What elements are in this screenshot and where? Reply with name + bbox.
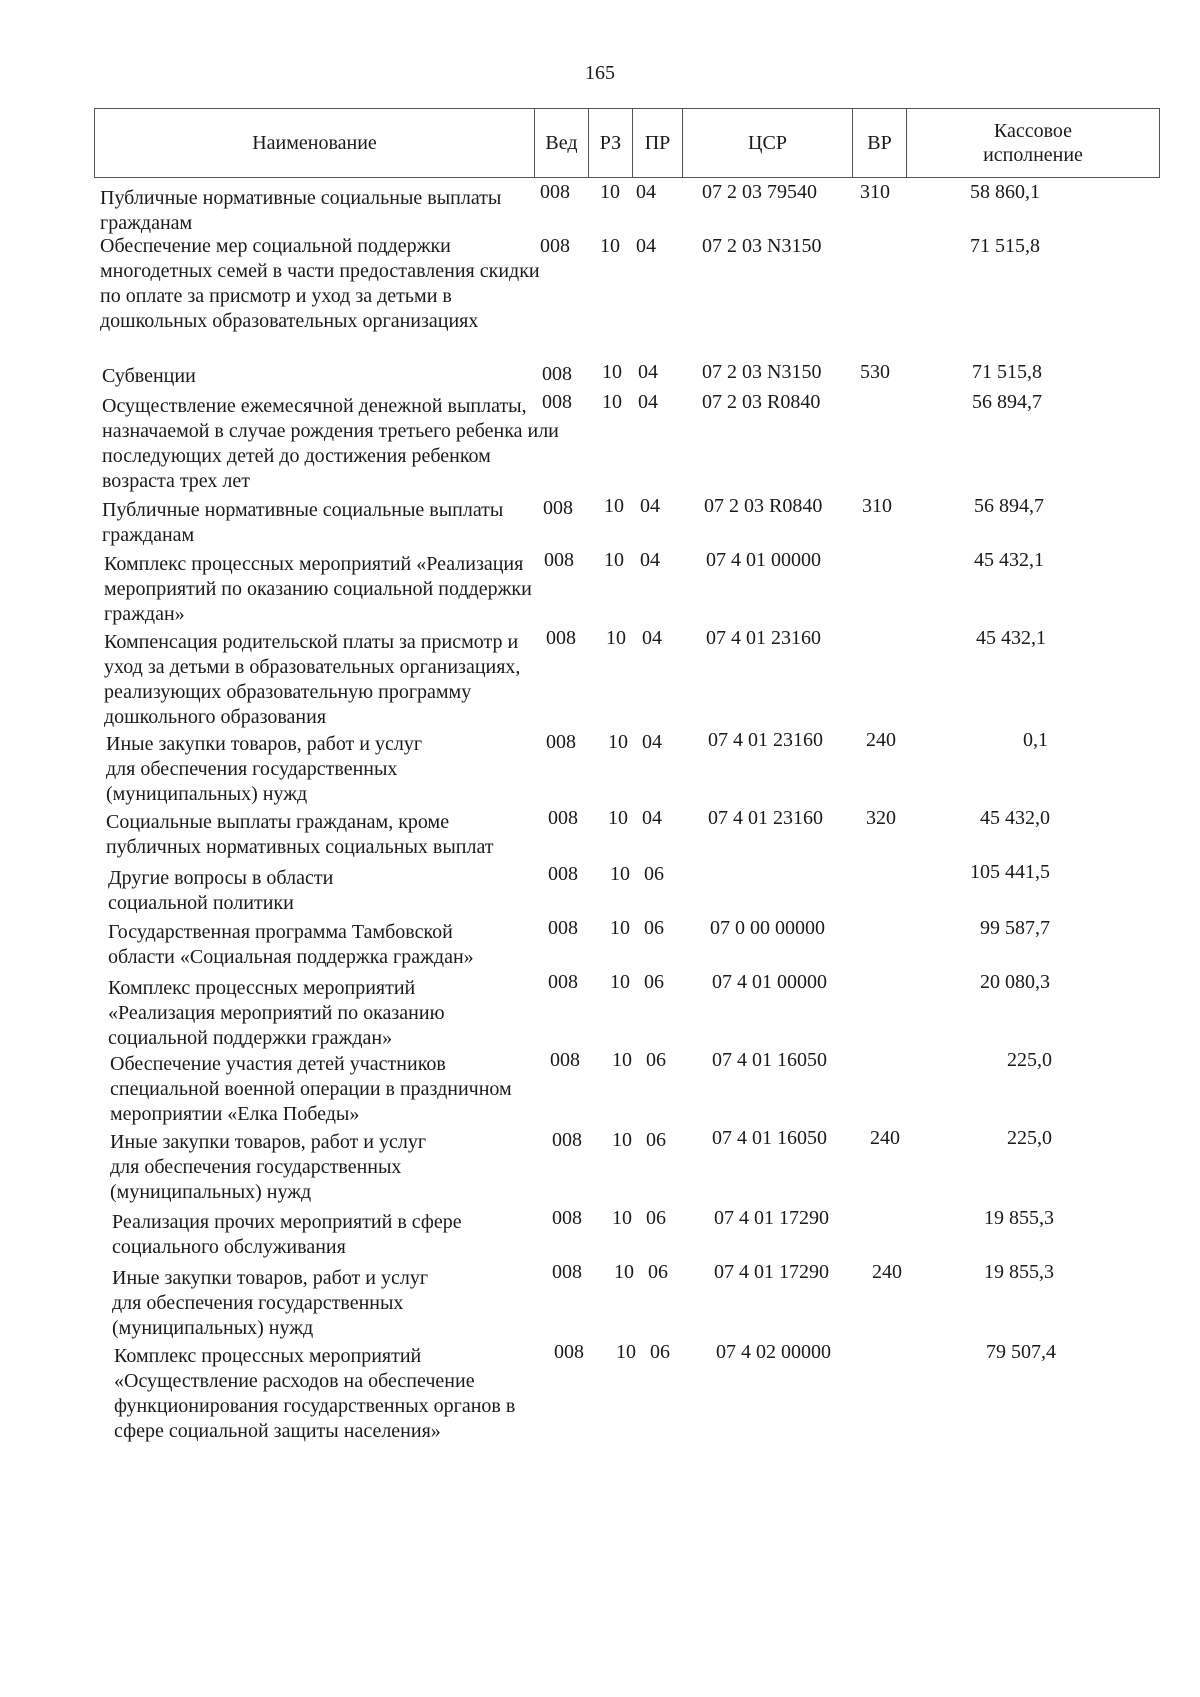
row-amount: 99 587,7 <box>980 917 1050 939</box>
page-number: 165 <box>585 62 615 84</box>
row-amount: 56 894,7 <box>974 495 1044 517</box>
row-pr: 06 <box>650 1341 670 1363</box>
row-rz: 10 <box>600 235 620 257</box>
row-amount: 56 894,7 <box>972 391 1042 413</box>
row-amount: 0,1 <box>1023 729 1048 751</box>
row-rz: 10 <box>610 863 630 885</box>
row-name: Публичные нормативные социальные выплаты гражданам <box>100 187 502 234</box>
row-amount: 19 855,3 <box>984 1261 1054 1283</box>
row-rz: 10 <box>608 731 628 753</box>
header-csr: ЦСР <box>683 109 853 177</box>
row-pr: 04 <box>640 495 660 517</box>
row-rz: 10 <box>616 1341 636 1363</box>
row-rz: 10 <box>604 549 624 571</box>
row-name: Комплекс процессных мероприятий «Реализация мероприятий по оказанию социальной поддержки граждан» <box>104 553 532 625</box>
row-name: Иные закупки товаров, работ и услуг для обеспечения государственных (муниципальных) нужд <box>110 1131 427 1203</box>
row-ved: 008 <box>554 1341 584 1363</box>
row-pr: 04 <box>642 807 662 829</box>
header-ved: Вед <box>535 109 589 177</box>
row-vr: 310 <box>860 181 890 203</box>
row-ved: 008 <box>550 1049 580 1071</box>
row-name: Комплекс процессных мероприятий «Осуществление расходов на обеспечение функционирования государственных органов в сфере социальной защиты населения» <box>114 1345 516 1442</box>
row-name: Реализация прочих мероприятий в сфере социального обслуживания <box>112 1211 462 1258</box>
row-ved: 008 <box>552 1207 582 1229</box>
row-rz: 10 <box>602 361 622 383</box>
row-rz: 10 <box>600 181 620 203</box>
row-ved: 008 <box>548 863 578 885</box>
row-ved: 008 <box>540 235 570 257</box>
row-pr: 04 <box>642 627 662 649</box>
row-vr: 320 <box>866 807 896 829</box>
row-pr: 06 <box>648 1261 668 1283</box>
row-name: Субвенции <box>102 365 196 387</box>
row-amount: 225,0 <box>1007 1127 1052 1149</box>
row-csr: 07 2 03 R0840 <box>704 495 823 517</box>
row-amount: 58 860,1 <box>970 181 1040 203</box>
row-vr: 240 <box>870 1127 900 1149</box>
row-pr: 04 <box>642 731 662 753</box>
row-csr: 07 2 03 R0840 <box>702 391 821 413</box>
row-csr: 07 4 01 17290 <box>714 1207 829 1229</box>
row-csr: 07 2 03 N3150 <box>702 361 822 383</box>
row-rz: 10 <box>612 1129 632 1151</box>
header-pr: ПР <box>633 109 683 177</box>
row-csr: 07 4 01 17290 <box>714 1261 829 1283</box>
row-amount: 225,0 <box>1007 1049 1052 1071</box>
row-pr: 04 <box>638 391 658 413</box>
row-amount: 71 515,8 <box>972 361 1042 383</box>
row-name: Компенсация родительской платы за присмотр и уход за детьми в образовательных организациях, реализующих образовательную программу дошкольного образования <box>104 631 521 728</box>
row-amount: 79 507,4 <box>986 1341 1056 1363</box>
row-rz: 10 <box>612 1049 632 1071</box>
row-pr: 04 <box>636 235 656 257</box>
header-rz: РЗ <box>589 109 633 177</box>
row-name: Осуществление ежемесячной денежной выплаты, назначаемой в случае рождения третьего ребенка или последующих детей до достижения ребенком возраста трех лет <box>102 395 559 492</box>
row-pr: 06 <box>644 971 664 993</box>
row-ved: 008 <box>548 807 578 829</box>
row-name: Другие вопросы в области социальной политики <box>108 867 334 914</box>
row-rz: 10 <box>610 971 630 993</box>
row-ved: 008 <box>546 731 576 753</box>
row-pr: 06 <box>646 1129 666 1151</box>
header-amount: Кассовое исполнение <box>983 120 1083 166</box>
row-ved: 008 <box>546 627 576 649</box>
row-name: Публичные нормативные социальные выплаты гражданам <box>102 499 504 546</box>
row-pr: 06 <box>644 917 664 939</box>
row-pr: 04 <box>638 361 658 383</box>
row-csr: 07 0 00 00000 <box>710 917 825 939</box>
row-rz: 10 <box>610 917 630 939</box>
row-pr: 04 <box>636 181 656 203</box>
row-rz: 10 <box>602 391 622 413</box>
row-name: Иные закупки товаров, работ и услуг для обеспечения государственных (муниципальных) нужд <box>112 1267 429 1339</box>
row-vr: 240 <box>872 1261 902 1283</box>
row-name: Социальные выплаты гражданам, кроме публичных нормативных социальных выплат <box>106 811 494 858</box>
row-pr: 06 <box>644 863 664 885</box>
row-csr: 07 4 01 23160 <box>706 627 821 649</box>
row-name: Иные закупки товаров, работ и услуг для обеспечения государственных (муниципальных) нужд <box>106 733 423 805</box>
row-rz: 10 <box>614 1261 634 1283</box>
header-vr: ВР <box>853 109 907 177</box>
row-ved: 008 <box>542 391 572 413</box>
row-rz: 10 <box>612 1207 632 1229</box>
row-vr: 310 <box>862 495 892 517</box>
row-amount: 71 515,8 <box>970 235 1040 257</box>
row-rz: 10 <box>604 495 624 517</box>
row-csr: 07 4 01 16050 <box>712 1127 827 1149</box>
row-csr: 07 4 01 00000 <box>712 971 827 993</box>
row-csr: 07 4 01 23160 <box>708 729 823 751</box>
row-pr: 04 <box>640 549 660 571</box>
row-csr: 07 4 02 00000 <box>716 1341 831 1363</box>
row-ved: 008 <box>544 549 574 571</box>
row-amount: 20 080,3 <box>980 971 1050 993</box>
row-ved: 008 <box>540 181 570 203</box>
row-name: Обеспечение мер социальной поддержки многодетных семей в части предоставления скидки по оплате за присмотр и уход за детьми в дошкольных образовательных организациях <box>100 235 540 332</box>
row-rz: 10 <box>608 807 628 829</box>
row-name: Обеспечение участия детей участников специальной военной операции в праздничном мероприятии «Елка Победы» <box>110 1053 512 1125</box>
row-vr: 240 <box>866 729 896 751</box>
row-csr: 07 4 01 23160 <box>708 807 823 829</box>
row-ved: 008 <box>548 917 578 939</box>
row-ved: 008 <box>552 1129 582 1151</box>
row-csr: 07 4 01 16050 <box>712 1049 827 1071</box>
row-csr: 07 2 03 79540 <box>702 181 817 203</box>
table-header <box>94 108 1160 178</box>
row-name: Комплекс процессных мероприятий «Реализация мероприятий по оказанию социальной поддержки граждан» <box>108 977 445 1049</box>
header-name: Наименование <box>95 109 535 177</box>
row-amount: 105 441,5 <box>970 861 1050 883</box>
row-ved: 008 <box>542 363 572 385</box>
row-ved: 008 <box>552 1261 582 1283</box>
row-ved: 008 <box>543 497 573 519</box>
row-csr: 07 2 03 N3150 <box>702 235 822 257</box>
row-pr: 06 <box>646 1049 666 1071</box>
row-ved: 008 <box>548 971 578 993</box>
row-rz: 10 <box>606 627 626 649</box>
row-vr: 530 <box>860 361 890 383</box>
row-name: Государственная программа Тамбовской области «Социальная поддержка граждан» <box>108 921 474 968</box>
row-csr: 07 4 01 00000 <box>706 549 821 571</box>
row-amount: 45 432,0 <box>980 807 1050 829</box>
row-amount: 19 855,3 <box>984 1207 1054 1229</box>
row-amount: 45 432,1 <box>976 627 1046 649</box>
row-pr: 06 <box>646 1207 666 1229</box>
row-amount: 45 432,1 <box>974 549 1044 571</box>
